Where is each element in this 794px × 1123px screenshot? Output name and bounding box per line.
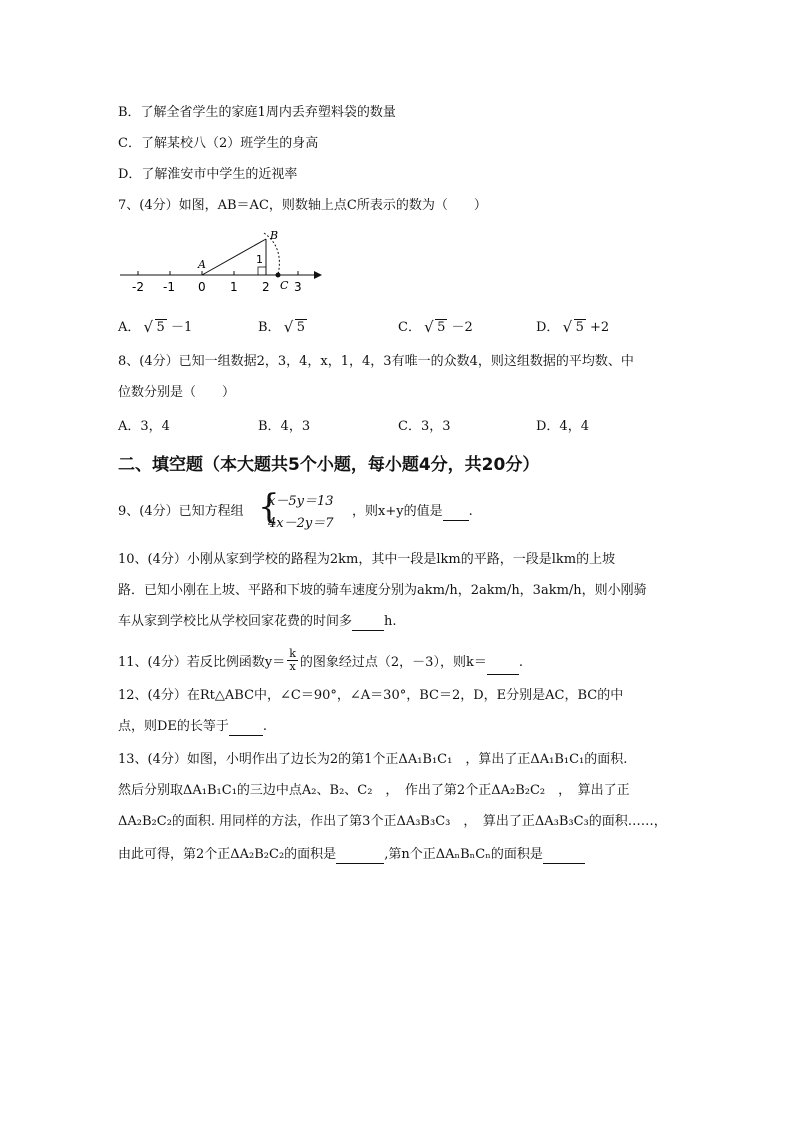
q7-option-d: D． √ 5 +2 [536,316,609,335]
option-d-q6: D．了解淮安市中学生的近视率 [118,167,298,182]
equation-2: 4x－2y＝7 [268,516,334,531]
point-c-label: C [280,279,289,292]
tick-label: 1 [230,280,238,294]
question-8-text-cont: 位数分别是（ ） [118,385,236,400]
axis-arrow-icon [314,271,322,279]
q8-option-d: D．4，4 [536,419,589,434]
question-8-text: 8、(4分）已知一组数据2，3，4，x，1，4，3有唯一的众数4，则这组数据的平均数、中 [118,354,634,369]
question-11-text: 11、(4分）若反比例函数y＝ $\frac{k}{x}$ 的图象经过点（2，－3），则k＝ . [118,647,523,673]
question-13-line-4: 由此可得，第2个正ΔA₂B₂C₂的面积是 ,第n个正ΔAₙBₙCₙ的面积是 [118,846,585,864]
point-b-label: B [270,229,279,242]
height-label: 1 [256,253,263,266]
q7-option-a: A． √ 5 －1 [118,316,192,335]
question-12-line-1: 12、(4分）在Rt△ABC中，∠C＝90°，∠A＝30°，BC＝2，D，E分别是AC，BC的中 [118,688,624,703]
system-brace-icon: { [258,487,280,527]
question-9-suffix: ，则x+y的值是 . [352,504,473,519]
tick-label: 0 [198,280,206,294]
point-a-label: A [198,258,206,271]
question-13-line-1: 13、(4分）如图，小明作出了边长为2的第1个正ΔA₁B₁C₁ ，算出了正ΔA₁B₁C₁的面积. [118,752,628,767]
q8-option-a: A．3，4 [118,419,170,434]
question-10-line-2: 路．已知小刚在上坡、平路和下坡的骑车速度分别为akm/h，2akm/h，3akm/h，则小刚骑 [118,583,647,598]
q8-option-b: B．4，3 [258,419,311,434]
equation-1: x－5y＝13 [268,494,334,509]
question-7-text: 7、(4分）如图，AB＝AC，则数轴上点C所表示的数为（ ） [118,198,487,213]
question-12-line-2: 点，则DE的长等于 . [118,719,268,734]
tick-label: -1 [163,280,175,294]
tick-label: -2 [132,280,144,294]
number-line-figure [118,225,324,295]
question-9-prefix: 9、(4分）已知方程组 [118,504,244,519]
question-13-line-2: 然后分别取ΔA₁B₁C₁的三边中点A₂、B₂、C₂ ， 作出了第2个正ΔA₂B₂C₂ ， 算出了正 [118,783,630,798]
tick-label: 2 [262,280,270,294]
option-b-q6: B．了解全省学生的家庭1周内丢弃塑料袋的数量 [118,105,396,120]
point-c-dot [276,273,281,278]
q7-option-c: C． √ 5 －2 [398,316,473,335]
q7-option-b: B． √ 5 [258,316,307,335]
section-heading-fill-in: 二、填空题（本大题共5个小题，每小题4分，共20分） [118,455,540,475]
tick-label: 3 [294,280,302,294]
question-13-line-3: ΔA₂B₂C₂的面积. 用同样的方法，作出了第3个正ΔA₃B₃C₃ ， 算出了正ΔA₃B₃C₃的面积……， [118,814,667,829]
question-10-line-3: 车从家到学校比从学校回家花费的时间多 h. [118,614,397,629]
question-10-line-1: 10、(4分）小刚从家到学校的路程为2km，其中一段是lkm的平路，一段是lkm的上坡 [118,552,616,567]
option-c-q6: C．了解某校八（2）班学生的身高 [118,136,319,151]
q8-option-c: C．3，3 [398,419,451,434]
